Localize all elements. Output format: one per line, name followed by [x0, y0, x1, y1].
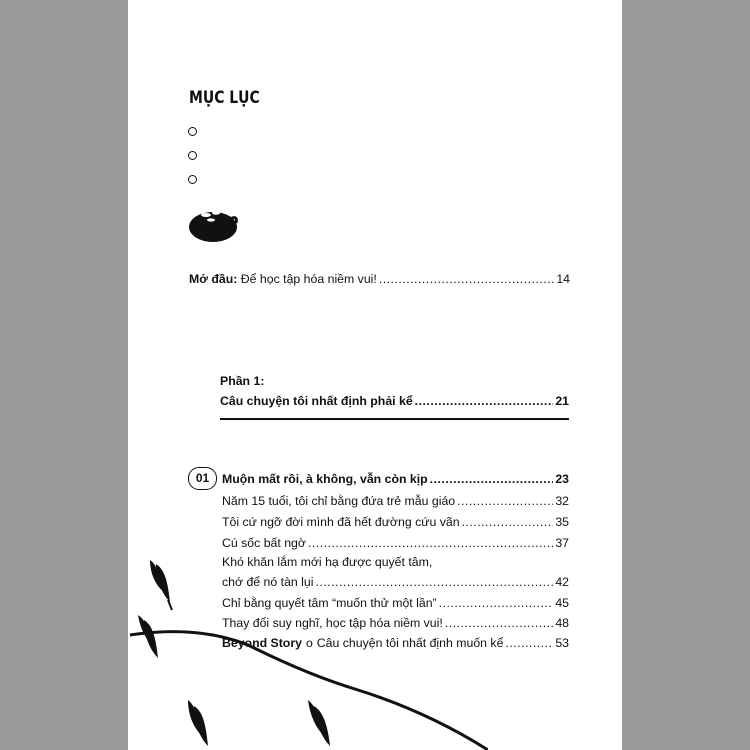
leader-dots [379, 272, 555, 286]
beyond-story-label: Beyond Story [222, 636, 302, 650]
toc-entry-chapter[interactable] [222, 472, 569, 486]
toc-entry-part[interactable] [220, 394, 569, 408]
part-page: 21 [555, 394, 569, 408]
wheat-branch-illustration [128, 540, 488, 750]
entry-label: Thay đổi suy nghĩ, học tập hóa niềm vui! [222, 616, 443, 630]
bullet-circle [188, 151, 197, 160]
entry-page: 35 [555, 515, 569, 529]
divider-line [220, 418, 569, 420]
entry-page: 48 [555, 616, 569, 630]
entry-label: Câu chuyện tôi nhất định muốn kể [316, 636, 504, 650]
leader-dots [457, 494, 553, 508]
leader-dots [430, 472, 554, 486]
leader-dots [462, 515, 554, 529]
entry-label: Chỉ bằng quyết tâm “muốn thử một lần” [222, 596, 437, 610]
chapter-title: Muộn mất rồi, à không, vẫn còn kịp [222, 472, 428, 486]
toc-title: MỤC LỤC [189, 88, 260, 108]
entry-label: Năm 15 tuổi, tôi chỉ bằng đứa trẻ mẫu giáo [222, 494, 456, 508]
entry-label: chớ để nó tàn lụi [222, 575, 314, 589]
entry-label-line1: Khó khăn lắm mới hạ được quyết tâm, [222, 555, 433, 569]
pot-illustration [186, 203, 242, 243]
book-page [128, 0, 622, 750]
bullet-circle [188, 127, 197, 136]
chapter-page: 23 [555, 472, 569, 486]
toc-entry[interactable] [222, 494, 569, 508]
entry-page: 37 [555, 536, 569, 550]
intro-label: Để học tập hóa niềm vui! [240, 272, 377, 286]
toc-entry-intro[interactable] [189, 272, 570, 286]
entry-page: 45 [555, 596, 569, 610]
chapter-number-badge: 01 [188, 467, 217, 490]
entry-page: 32 [555, 494, 569, 508]
entry-label: Cú sốc bất ngờ [222, 536, 306, 550]
bullet-circle [188, 175, 197, 184]
small-circle-icon: o [305, 636, 313, 650]
part-heading: Phần 1: [220, 374, 265, 388]
intro-label-bold: Mở đầu: [189, 272, 238, 286]
part-title: Câu chuyện tôi nhất định phải kể [220, 394, 413, 408]
toc-entry[interactable] [222, 515, 569, 529]
entry-label: Tôi cứ ngỡ đời mình đã hết đường cứu vãn [222, 515, 460, 529]
leader-dots [505, 636, 553, 650]
entry-page: 53 [555, 636, 569, 650]
intro-page: 14 [556, 272, 570, 286]
entry-page: 42 [555, 575, 569, 589]
leader-dots [415, 394, 554, 408]
